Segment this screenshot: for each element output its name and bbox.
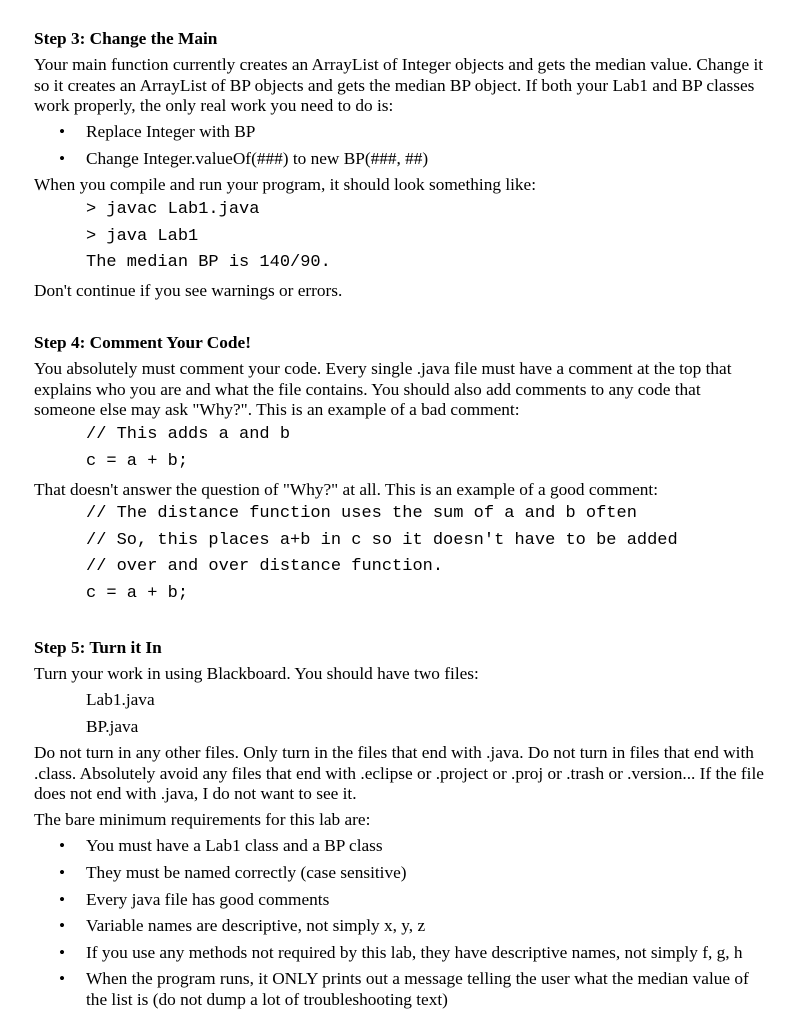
code-line: // So, this places a+b in c so it doesn't have to be added — [86, 531, 678, 550]
bullet-icon: • — [59, 916, 66, 935]
bullet-icon: • — [59, 836, 66, 855]
file-name: Lab1.java — [86, 690, 155, 709]
requirement-text: Variable names are descriptive, not simply x, y, z — [86, 916, 426, 935]
code-line: // The distance function uses the sum of a and b often — [86, 504, 637, 523]
bullet-text: Replace Integer with BP — [86, 122, 256, 141]
compile-note: When you compile and run your program, it should look something like: — [34, 175, 537, 194]
requirement-text: They must be named correctly (case sensitive) — [86, 863, 407, 882]
bullet-icon: • — [59, 149, 66, 168]
file-name: BP.java — [86, 717, 139, 736]
code-line: // over and over distance function. — [86, 557, 444, 576]
warning-text: Don't continue if you see warnings or errors. — [34, 281, 343, 300]
step4-intro: You absolutely must comment your code. Every single .java file must have a comment at the top that explains who you are and what the file contains. You should also add comments to any code that someone else may ask "Why?". This is an example of a bad comment: — [34, 359, 732, 419]
bullet-icon: • — [59, 863, 66, 882]
code-line: > java Lab1 — [86, 227, 199, 246]
requirement-text: You must have a Lab1 class and a BP class — [86, 836, 383, 855]
requirement-text: If you use any methods not required by this lab, they have descriptive names, not simply f, g, h — [86, 943, 743, 962]
good-comment-note: That doesn't answer the question of "Why?" at all. This is an example of a good comment: — [34, 480, 658, 499]
code-line: c = a + b; — [86, 452, 189, 471]
bullet-icon: • — [59, 890, 66, 909]
bullet-icon: • — [59, 969, 66, 988]
step5-rules: Do not turn in any other files. Only turn in the files that end with .java. Do not turn in files that end with .class. Absolutely avoid any files that end with .eclipse or .project or .proj or .trash or .version... If the file does not end with .java, I do not want to see it. — [34, 743, 764, 803]
code-line: The median BP is 140/90. — [86, 253, 331, 272]
step5-heading: Step 5: Turn it In — [34, 638, 162, 657]
requirement-text: When the program runs, it ONLY prints out a message telling the user what the median value of the list is (do not dump a lot of troubleshooting text) — [86, 969, 749, 1009]
step3-heading: Step 3: Change the Main — [34, 29, 218, 48]
bullet-icon: • — [59, 943, 66, 962]
step3-intro: Your main function currently creates an ArrayList of Integer objects and gets the median value. Change it so it creates an ArrayList of BP objects and gets the median BP object. If both your Lab1 and BP classes work properly, the only real work you need to do is: — [34, 55, 764, 115]
bullet-text: Change Integer.valueOf(###) to new BP(###, ##) — [86, 149, 429, 168]
code-line: // This adds a and b — [86, 425, 291, 444]
step4-heading: Step 4: Comment Your Code! — [34, 333, 251, 352]
requirements-intro: The bare minimum requirements for this lab are: — [34, 810, 371, 829]
step5-intro: Turn your work in using Blackboard. You should have two files: — [34, 664, 479, 683]
bullet-icon: • — [59, 122, 66, 141]
requirement-text: Every java file has good comments — [86, 890, 330, 909]
code-line: > javac Lab1.java — [86, 200, 260, 219]
code-line: c = a + b; — [86, 584, 189, 603]
